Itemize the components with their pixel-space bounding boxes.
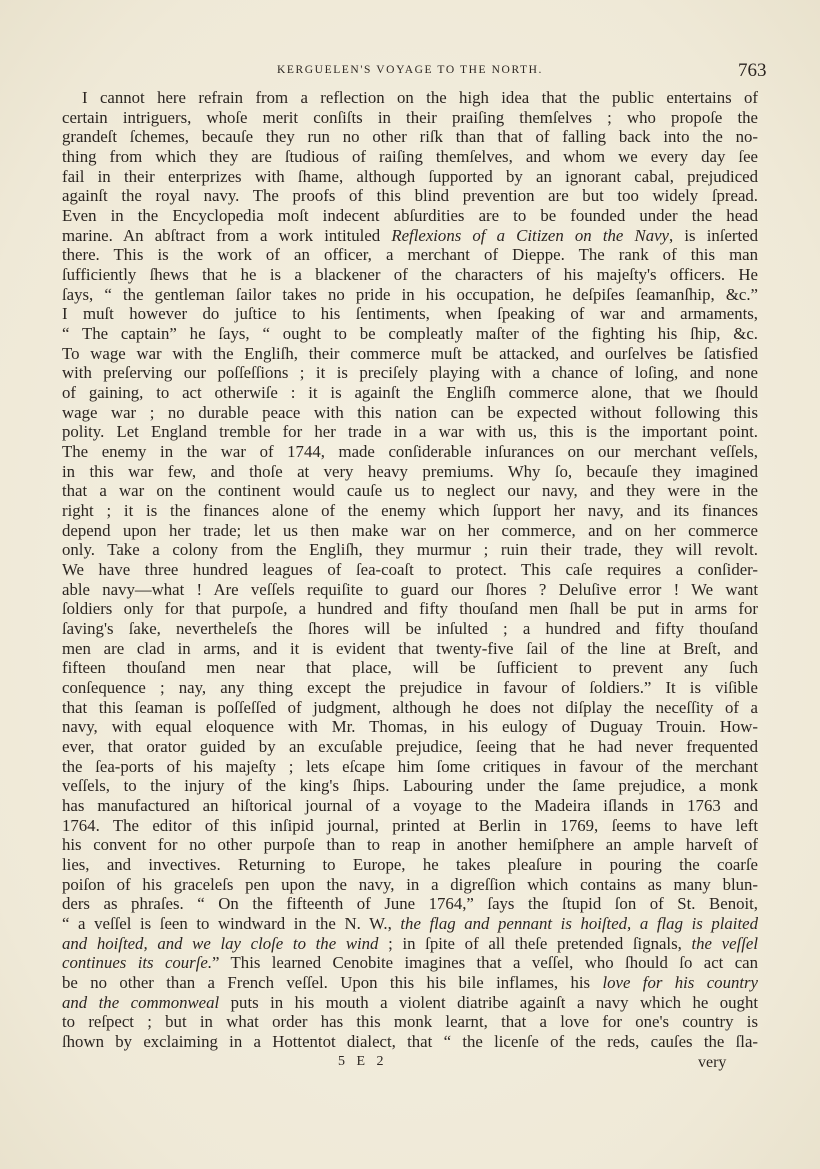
text-line (62, 855, 758, 875)
text-segment: polity. Let England tremble for her trade in a war with us, this is the important point. (62, 422, 758, 442)
text-segment: right ; it is the finances alone of the enemy which ſupport her navy, and its finances (62, 501, 758, 521)
text-segment: of gaining, to act otherwiſe : it is againſt the Engliſh commerce alone, that we ſhould (62, 383, 758, 403)
text-line (62, 993, 758, 1013)
text-line (62, 737, 758, 757)
text-line (62, 1012, 758, 1032)
text-segment: “ The captain” he ſays, “ ought to be compleatly maſter of the fighting his ſhip, &c. (62, 324, 758, 344)
text-line (62, 875, 758, 895)
text-segment: ſays, “ the gentleman ſailor takes no pride in his occupation, he deſpiſes ſeamanſhip, &c.” (62, 284, 758, 304)
text-segment: be no other than a French veſſel. Upon this his bile inflames, his (62, 973, 603, 993)
text-line (62, 796, 758, 816)
text-line (62, 422, 758, 442)
italic-text-segment: continues its courſe. (62, 953, 213, 973)
italic-text-segment: and the commonweal (62, 992, 220, 1012)
text-segment: ; in ſpite of all theſe pretended ſignals, (378, 933, 692, 953)
text-line (62, 226, 758, 246)
text-segment: , is inſerted (669, 225, 758, 245)
text-line (62, 265, 758, 285)
text-line (62, 245, 758, 265)
text-line (62, 167, 758, 187)
italic-text-segment: the flag and pennant is hoiſted, a flag is plaited (400, 914, 758, 934)
catchword: very (698, 1054, 727, 1071)
text-line (62, 186, 758, 206)
text-segment: lies, and invectives. Returning to Europe, he takes pleaſure in pouring the coarſe (62, 855, 758, 875)
text-line (62, 403, 758, 423)
text-segment: ders as phraſes. “ On the fifteenth of June 1764,” ſays the ſtupid ſon of St. Benoit, (62, 894, 758, 914)
text-segment: depend upon her trade; let us then make war on her commerce, and on her commerce (62, 520, 758, 540)
text-line (62, 776, 758, 796)
text-line (82, 88, 758, 108)
italic-text-segment: and hoiſted, and we lay cloſe to the wind (62, 933, 379, 953)
text-segment: marine. An abſtract from a work intituled (62, 225, 392, 245)
text-segment: his convent for no other purpoſe than to reap in another hemiſphere an ample harveſt of (62, 835, 758, 855)
text-segment: navy, with equal eloquence with Mr. Thomas, in his eulogy of Duguay Trouin. How- (62, 717, 758, 737)
page-number: 763 (738, 60, 767, 81)
text-segment: thing from which they are ſtudious of raiſing themſelves, and whom we every day ſee (62, 147, 758, 166)
text-line (62, 717, 758, 737)
text-segment: ſhown by exclaiming in a Hottentot dialect, that “ the licenſe of the reds, cauſes the ſla- (62, 1032, 758, 1052)
text-line (62, 108, 758, 128)
text-line (62, 757, 758, 777)
text-line (62, 462, 758, 482)
text-segment: “ a veſſel is ſeen to windward in the N. W., (62, 914, 401, 934)
text-segment: men are clad in arms, and it is evident that twenty-five ſail of the line at Breſt, and (62, 638, 758, 658)
text-segment: puts in his mouth a violent diatribe againſt a navy which he ought (219, 992, 758, 1012)
text-line (62, 816, 758, 836)
text-segment: fifteen thouſand men near that place, will be ſufficient to prevent any ſuch (62, 658, 758, 678)
text-segment: conſequence ; nay, any thing except the prejudice in favour of ſoldiers.” It is viſible (62, 678, 758, 698)
text-segment: able navy—what ! Are veſſels requiſite to guard our ſhores ? Deluſive error ! We want (62, 579, 758, 599)
text-segment: wage war ; no durable peace with this nation can be expected without following this (62, 402, 758, 422)
text-segment: there. This is the work of an officer, a merchant of Dieppe. The rank of this man (62, 245, 758, 265)
text-segment: fail in their enterprizes with ſhame, although ſupported by an ignorant cabal, prejudiced (62, 166, 758, 186)
italic-text-segment: the veſſel (691, 933, 759, 953)
text-segment: that this ſeaman is poſſeſſed of judgment, although he does not diſplay the neceſſity of a (62, 697, 758, 717)
text-segment: ſaving's ſake, nevertheleſs the ſhores will be inſulted ; a hundred and fifty thouſand (62, 619, 758, 639)
text-line (62, 363, 758, 383)
text-segment: ſoldiers only for that purpoſe, a hundred and fifty thouſand men ſhall be put in arms for (62, 599, 758, 619)
text-segment: I muſt however do juſtice to his ſentiments, when ſpeaking of war and armaments, (62, 304, 758, 324)
text-line (62, 147, 758, 167)
text-line (62, 835, 758, 855)
text-line (62, 639, 758, 659)
text-segment: that a war on the continent would cauſe us to neglect our navy, and they were in the (62, 481, 758, 501)
text-line (62, 304, 758, 324)
text-line (62, 619, 758, 639)
text-line (62, 324, 758, 344)
text-line (62, 206, 758, 226)
text-line (62, 383, 758, 403)
text-segment: the ſea-ports of his majeſty ; lets eſcape him ſome critiques in favour of the merchant (62, 756, 758, 776)
text-line (62, 599, 758, 619)
text-line (62, 1032, 758, 1052)
text-segment: ſufficiently ſhews that he is a blackener of the characters of his majeſty's officers. He (62, 265, 758, 285)
text-line (62, 953, 758, 973)
text-line (62, 658, 758, 678)
text-segment: ever, that orator guided by an excuſable prejudice, ſeeing that he had never frequented (62, 737, 758, 757)
text-segment: I cannot here refrain from a reflection on the high idea that the public entertains of (82, 88, 758, 107)
text-segment: has manufactured an hiſtorical journal of a voyage to the Madeira iſlands in 1763 and (62, 796, 758, 816)
italic-text-segment: love for his country (602, 973, 758, 993)
text-line (62, 580, 758, 600)
text-line (62, 521, 758, 541)
text-segment: To wage war with the Engliſh, their commerce muſt be attacked, and ourſelves be ſatisfied (62, 343, 758, 363)
text-segment: veſſels, to the injury of the king's ſhips. Labouring under the ſame prejudice, a monk (62, 776, 758, 796)
text-line (62, 560, 758, 580)
text-line (62, 344, 758, 364)
text-line (62, 442, 758, 462)
text-line (62, 914, 758, 934)
text-segment: Even in the Encyclopedia moſt indecent abſurdities are to be founded under the head (62, 206, 758, 226)
italic-text-segment: Reflexions of a Citizen on the Navy (391, 225, 669, 245)
text-line (62, 285, 758, 305)
text-segment: grandeſt ſchemes, becauſe they run no other riſk than that of falling back into the no- (62, 127, 758, 147)
text-segment: ” This learned Cenobite imagines that a veſſel, who ſhould ſo act can (212, 953, 758, 973)
text-line (62, 540, 758, 560)
text-line (62, 481, 758, 501)
text-line (62, 894, 758, 914)
text-segment: only. Take a colony from the Engliſh, they murmur ; ruin their trade, they will revolt. (62, 540, 758, 560)
running-head: KERGUELEN'S VOYAGE TO THE NORTH. (276, 64, 544, 76)
text-segment: We have three hundred leagues of ſea-coaſt to protect. This caſe requires a conſider- (62, 560, 758, 580)
text-segment: to reſpect ; but in what order has this monk learnt, that a love for one's country is (62, 1012, 758, 1032)
text-line (62, 973, 758, 993)
text-line (62, 501, 758, 521)
text-segment: poiſon of his graceleſs pen upon the navy, in a digreſſion which contains as many blun- (62, 874, 758, 894)
text-segment: certain intriguers, whoſe merit conſiſts in their praiſing themſelves ; who propoſe the (62, 107, 758, 127)
text-line (62, 127, 758, 147)
text-line (62, 678, 758, 698)
text-segment: with preſerving our poſſeſſions ; it is preciſely playing with a chance of loſing, and none (62, 363, 758, 383)
text-segment: 1764. The editor of this inſipid journal, printed at Berlin in 1769, ſeems to have left (62, 815, 758, 835)
signature-mark: 5 E 2 (338, 1054, 388, 1069)
text-line (62, 934, 758, 954)
text-line (62, 698, 758, 718)
text-segment: in this war few, and thoſe at very heavy premiums. Why ſo, becauſe they imagined (62, 461, 758, 481)
text-segment: againſt the royal navy. The proofs of this blind prevention are but too widely ſpread. (62, 186, 758, 206)
text-segment: The enemy in the war of 1744, made conſiderable inſurances on our merchant veſſels, (62, 442, 758, 462)
